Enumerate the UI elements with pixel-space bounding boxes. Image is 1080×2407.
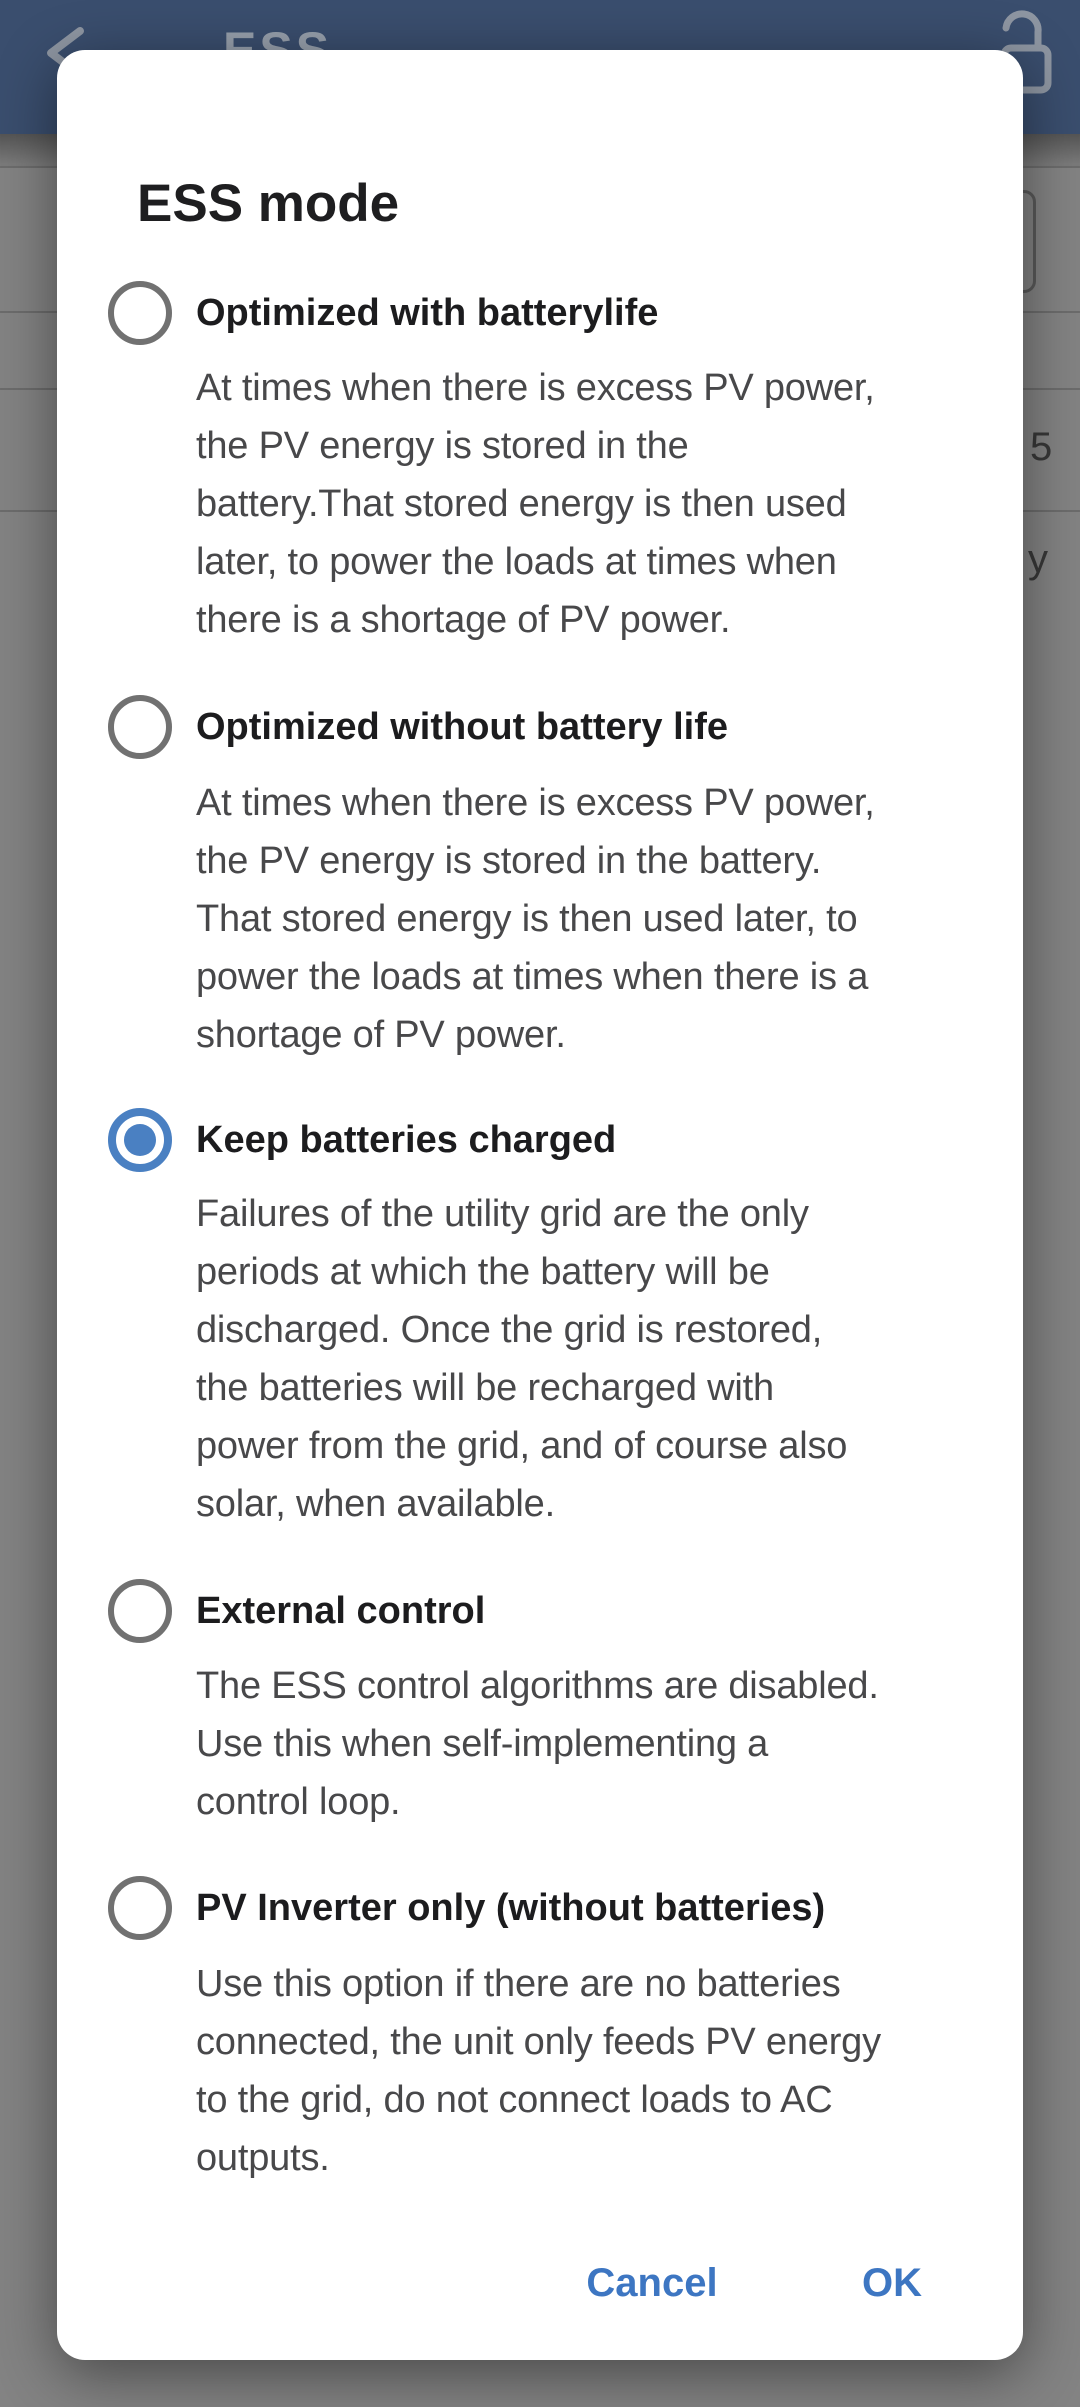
option-description: The ESS control algorithms are disabled. Use this when self-implementing a control loop. — [196, 1665, 879, 1823]
option-description: Use this option if there are no batteries connected, the unit only feeds PV energy to the grid, do not connect loads to AC outputs. — [196, 1963, 881, 2179]
background-peek-text: 5 — [1030, 425, 1053, 469]
ok-button[interactable]: OK — [862, 2261, 922, 2305]
option-label[interactable]: Optimized without battery life — [196, 706, 729, 748]
option-description: Failures of the utility grid are the only periods at which the battery will be discharged. Once the grid is restored, the batteries will be recharged with power from the grid, and of course also solar, when available. — [196, 1193, 848, 1525]
ess-mode-dialog — [57, 50, 1023, 2360]
dialog-button-row — [57, 2248, 1023, 2318]
cancel-button[interactable]: Cancel — [586, 2261, 718, 2305]
option-label[interactable]: Optimized with batterylife — [196, 292, 659, 334]
option-description: At times when there is excess PV power, the PV energy is stored in the battery.That stored energy is then used later, to power the loads at times when there is a shortage of PV power. — [196, 367, 875, 641]
radio-button[interactable] — [108, 281, 172, 345]
option-label[interactable]: External control — [196, 1590, 486, 1632]
dialog-title: ESS mode — [137, 174, 400, 233]
background-peek-text: y — [1028, 537, 1048, 581]
option-label[interactable]: Keep batteries charged — [196, 1119, 617, 1161]
option-label[interactable]: PV Inverter only (without batteries) — [196, 1887, 826, 1929]
option-description: At times when there is excess PV power, the PV energy is stored in the battery. That stored energy is then used later, to power the loads at times when there is a shortage of PV power. — [196, 782, 875, 1056]
radio-button[interactable] — [108, 1108, 172, 1172]
radio-button[interactable] — [108, 1579, 172, 1643]
radio-button[interactable] — [108, 1876, 172, 1940]
radio-button[interactable] — [108, 695, 172, 759]
